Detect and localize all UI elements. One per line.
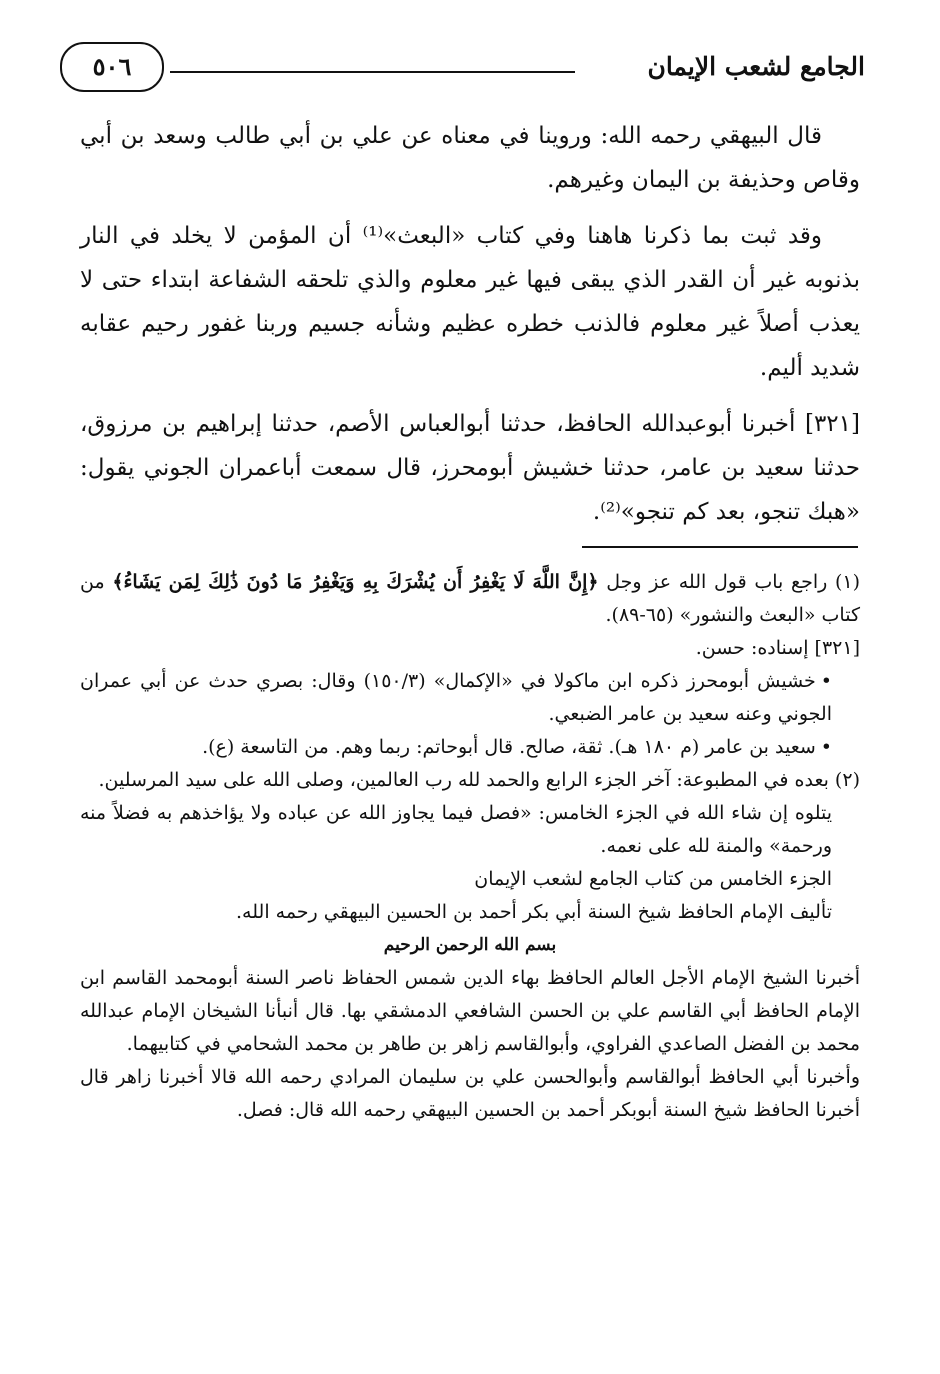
page-header [60, 38, 865, 108]
author-line: تأليف الإمام الحافظ شيخ السنة أبي بكر أحمد بن الحسين البيهقي رحمه الله. [236, 901, 832, 923]
footnote-1-prefix: (١) راجع باب قول الله عز وجل [606, 571, 861, 593]
chain-paragraph-2: وأخبرنا أبي الحافظ أبوالقاسم وأبوالحسن علي بن سليمان المرادي رحمه الله قالا أخبرنا زاهر قال أخبرنا الحافظ شيخ السنة أبوبكر أحمد بن الحسين البيهقي رحمه الله قال: فصل. [80, 1066, 860, 1121]
footnotes [80, 566, 860, 1127]
narrator-note-2: • سعيد بن عامر (م ١٨٠ هـ). ثقة، صالح. قال أبوحاتم: ربما وهم. من التاسعة (ع). [80, 731, 832, 764]
isnad-note: [٣٢١] إسناده: حسن. [695, 637, 860, 659]
footnote-1 [80, 566, 860, 632]
part-title: الجزء الخامس من كتاب الجامع لشعب الإيمان [474, 868, 832, 890]
hadith-321: [٣٢١] أخبرنا أبوعبدالله الحافظ، حدثنا أبوالعباس الأصم، حدثنا إبراهيم بن مرزوق، حدثنا سعيد بن عامر، حدثنا خشيش أبومحرز، قال سمعت أباعمران الجوني يقول: «هبك تنجو، بعد كم تنجو»⁽²⁾. [80, 411, 860, 525]
footnote-2-continuation: يتلوه إن شاء الله في الجزء الخامس: «فصل فيما يجاوز الله عن عباده ولا يؤاخذهم به فضلاً منه ورحمة» والمنة لله على نعمه. [80, 802, 832, 857]
footnote-2: (٢) بعده في المطبوعة: آخر الجزء الرابع والحمد لله رب العالمين، وصلى الله على سيد المرسلين. [98, 769, 860, 791]
paragraph-2: وقد ثبت بما ذكرنا هاهنا وفي كتاب «البعث»⁽¹⁾ أن المؤمن لا يخلد في النار بذنوبه غير أن القدر الذي يبقى فيها غير معلوم والذي تلحقه الشفاعة ابتداء حتى لا يعذب أصلاً غير معلوم فالذنب خطره عظيم وشأنه جسيم وربنا غفور رحيم عقابه شديد أليم. [80, 223, 860, 381]
paragraph-1: قال البيهقي رحمه الله: وروينا في معناه عن علي بن أبي طالب وسعد بن أبي وقاص وحذيفة بن اليمان وغيرهم. [80, 123, 860, 193]
quran-verse: ﴿إِنَّ اللَّهَ لَا يَغْفِرُ أَن يُشْرَكَ بِهِ وَيَغْفِرُ مَا دُونَ ذَٰلِكَ لِمَن يَشَاءُ﴾ [112, 571, 599, 593]
basmala: بسم الله الرحمن الرحيم [383, 935, 557, 955]
header-rule [170, 71, 575, 73]
running-title: الجامع لشعب الإيمان [647, 52, 865, 81]
footnote-separator [582, 546, 858, 548]
page-number: ٥٠٦ [60, 42, 164, 92]
main-text [80, 114, 860, 546]
chain-paragraph-1: أخبرنا الشيخ الإمام الأجل العالم الحافظ بهاء الدين شمس الحفاظ ناصر السنة أبومحمد القاسم ابن الإمام الحافظ أبي القاسم علي بن الحسن الشافعي الدمشقي بها. قال أنبأنا الشيخان الإمام عبدالله محمد بن الفضل الصاعدي الفراوي، وأبوالقاسم زاهر بن طاهر بن محمد الشحامي في كتابيهما. [80, 967, 860, 1055]
narrator-note-1: • خشيش أبومحرز ذكره ابن ماكولا في «الإكمال» (١٥٠/٣) وقال: بصري حدث عن أبي عمران الجوني وعنه سعيد بن عامر الضبعي. [80, 665, 832, 731]
footnote-1-suffix: من كتاب «البعث والنشور» (٦٥-٨٩). [80, 571, 860, 626]
